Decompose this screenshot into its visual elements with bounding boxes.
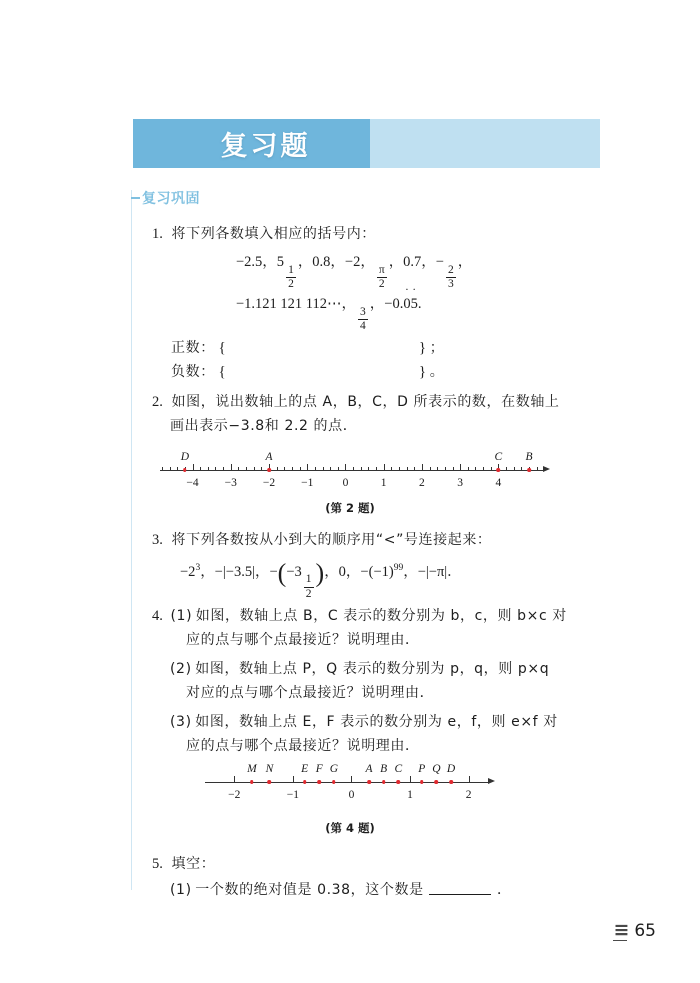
number-line-minor-tick: [254, 467, 255, 471]
figure-2-caption: (第 2 题): [325, 501, 375, 515]
problem-3-stem: [152, 528, 492, 552]
number-line-minor-tick: [483, 467, 484, 471]
number-line-point-label-Q: Q: [432, 763, 441, 775]
number-line-tick-label: 2: [419, 477, 425, 489]
number-line-point-label-A: A: [265, 451, 273, 463]
number-line-axis: [205, 782, 489, 783]
number-line-minor-tick: [170, 467, 171, 471]
problem-5-sub-1-text: 一个数的绝对值是 0.38，这个数是: [195, 882, 424, 898]
number-line-point-label-F: F: [315, 763, 323, 775]
problem-1-stem-text: 将下列各数填入相应的括号内：: [171, 226, 376, 242]
problem-4-part-2-line-1: [170, 657, 549, 681]
number-line-minor-tick: [544, 467, 545, 471]
number-line-minor-tick: [361, 467, 362, 471]
problem-4-part-3-text-1: 如图，数轴上点 E，F 表示的数分别为 e，f，则 e×f 对: [195, 714, 558, 730]
number-line-minor-tick: [277, 467, 278, 471]
number-line-minor-tick: [300, 467, 301, 471]
number-line-tick-label: 1: [380, 477, 387, 489]
number-line-tick-label: 0: [342, 477, 349, 489]
content-left-rule: [131, 190, 132, 890]
number-line-major-tick: [422, 464, 423, 471]
number-line-minor-tick: [445, 467, 446, 471]
number-line-minor-tick: [368, 467, 369, 471]
page-number: 65: [634, 921, 656, 941]
number-line-point-label-N: N: [265, 763, 274, 775]
number-line-point-M: [250, 780, 254, 784]
number-line-tick-label: −1: [301, 477, 314, 489]
problem-5-answer-blank[interactable]: [429, 894, 491, 895]
number-line-point-label-M: M: [247, 763, 257, 775]
number-line-tick-label: 0: [348, 789, 355, 801]
problem-2-text-line-2: 画出表示−3.8和 2.2 的点．: [170, 418, 358, 434]
problem-4-part-3-line-1: [170, 710, 558, 734]
number-line-minor-tick: [353, 467, 354, 471]
number-line-tick-label: −3: [224, 477, 237, 489]
number-line-minor-tick: [246, 467, 247, 471]
problem-4-part-2-text-1: 如图，数轴上点 P，Q 表示的数分别为 p，q，则 p×q: [195, 661, 550, 677]
problem-3-number: 3.: [152, 532, 163, 548]
number-line-major-tick: [351, 776, 352, 783]
brace-open: {: [218, 340, 226, 356]
number-line-point-label-C: C: [494, 451, 503, 463]
number-line-major-tick: [469, 776, 470, 783]
footer-mark-icon: ≡: [613, 919, 628, 941]
problem-1-values-line-1: −2.5，5 $\frac{1}{2}$ ，0.8，−2， $\frac{\pi}{2}$ ，0.7，− $\frac{2}{3}$ ，: [236, 254, 473, 291]
number-line-major-tick: [307, 464, 308, 471]
number-line-tick-label: −2: [262, 477, 276, 489]
problem-4-part-2-text-2: 对应的点与哪个点最接近？说明理由．: [186, 685, 435, 701]
banner-dark-block: [133, 119, 370, 168]
number-line-major-tick: [460, 464, 461, 471]
number-line-minor-tick: [215, 467, 216, 471]
number-line-point-G: [332, 780, 336, 784]
problem-4-part-1-text-2: 应的点与哪个点最接近？说明理由．: [186, 632, 420, 648]
chapter-review-banner: [133, 119, 600, 168]
page-title: 复习题: [220, 131, 311, 162]
problem-4-part-1-line-1: [152, 604, 567, 628]
figure-4-caption: (第 4 题): [325, 821, 375, 835]
number-line-point-B: [382, 780, 386, 784]
number-line-point-label-C: C: [394, 763, 403, 775]
section-heading-label: 复习巩固: [142, 191, 200, 207]
problem-5-sub-1-label: (1): [170, 882, 192, 898]
number-line-axis: [160, 470, 544, 471]
problem-4-part-2-label: (2): [170, 661, 192, 677]
number-line-major-tick: [410, 776, 411, 783]
number-line-minor-tick: [330, 467, 331, 471]
number-line-point-label-D: D: [180, 451, 189, 463]
problem-2-number: 2.: [152, 394, 163, 410]
dash-icon: [131, 197, 140, 199]
number-line-minor-tick: [238, 467, 239, 471]
number-line-tick-label: 4: [495, 477, 502, 489]
number-line-point-F: [317, 780, 321, 784]
number-line-point-label-D: D: [446, 763, 456, 775]
positive-punct: ；: [429, 340, 445, 356]
number-line-point-label-G: G: [329, 763, 339, 775]
number-line-minor-tick: [491, 467, 492, 471]
number-line-major-tick: [231, 464, 232, 471]
problem-2-text-line-1: 如图，说出数轴上的点 A，B，C，D 所表示的数，在数轴上: [171, 394, 560, 410]
number-line-point-B: [527, 468, 531, 472]
number-line-major-tick: [234, 776, 235, 783]
number-line-minor-tick: [200, 467, 201, 471]
number-line-minor-tick: [162, 467, 163, 471]
number-line-major-tick: [345, 464, 346, 471]
number-line-minor-tick: [537, 467, 538, 471]
number-line-point-A: [367, 780, 371, 784]
number-line-minor-tick: [514, 467, 515, 471]
number-line-arrow-icon: [488, 778, 495, 784]
number-line-minor-tick: [391, 467, 392, 471]
problem-4-part-3-text-2: 应的点与哪个点最接近？说明理由．: [186, 738, 420, 754]
figure-4-number-line: [205, 760, 495, 808]
number-line-tick-label: −1: [286, 789, 299, 801]
brace-close: }: [418, 364, 427, 380]
negative-punct: 。: [429, 364, 445, 380]
number-line-tick-label: 1: [407, 789, 413, 801]
number-line-point-label-A: A: [365, 763, 373, 775]
problem-4-part-3-label: (3): [170, 714, 192, 730]
number-line-minor-tick: [475, 467, 476, 471]
number-line-tick-label: 2: [465, 789, 472, 801]
problem-3-expression: $-2^3$，−|−3.5|，−(−3 $\frac{1}{2}$ )，0，$-(-1)^{99}$，−|−π|．: [180, 558, 462, 600]
problem-5-number: 5.: [152, 856, 163, 872]
number-line-point-label-B: B: [525, 451, 533, 463]
number-line-minor-tick: [223, 467, 224, 471]
problem-1-values-line-2: −1.121 121 112⋯， $\frac{3}{4}$ ，−0.0 ˙5 ˙.: [236, 292, 421, 333]
number-line-minor-tick: [407, 467, 408, 471]
number-line-point-Q: [435, 780, 439, 784]
number-line-point-E: [303, 780, 307, 784]
number-line-minor-tick: [284, 467, 285, 471]
number-line-minor-tick: [292, 467, 293, 471]
problem-1-stem: [152, 222, 376, 246]
problem-5-stem-text: 填空：: [171, 856, 216, 872]
number-line-minor-tick: [315, 467, 316, 471]
section-heading: [131, 188, 200, 208]
number-line-major-tick: [384, 464, 385, 471]
positive-label: 正数：: [171, 340, 215, 356]
number-line-minor-tick: [376, 467, 377, 471]
number-line-point-N: [268, 780, 272, 784]
number-line-tick-label: −4: [186, 477, 199, 489]
number-line-minor-tick: [414, 467, 415, 471]
problem-4-part-1-text-1: 如图，数轴上点 B，C 表示的数分别为 b，c，则 b×c 对: [195, 608, 567, 624]
number-line-major-tick: [193, 464, 194, 471]
problem-2-stem-line-1: [152, 390, 560, 414]
number-line-major-tick: [293, 776, 294, 783]
number-line-point-P: [420, 780, 424, 784]
brace-close: }: [418, 340, 427, 356]
number-line-minor-tick: [437, 467, 438, 471]
negative-label: 负数：: [171, 364, 215, 380]
number-line-minor-tick: [323, 467, 324, 471]
number-line-point-label-E: E: [301, 763, 309, 775]
number-line-tick-label: −2: [228, 789, 241, 801]
brace-open: {: [218, 364, 226, 380]
problem-4-number: 4.: [152, 608, 163, 624]
problem-4-part-1-label: (1): [170, 608, 193, 624]
figure-2-number-line: [160, 448, 550, 496]
number-line-minor-tick: [208, 467, 209, 471]
problem-5-stem: [152, 852, 215, 876]
number-line-point-D: [183, 468, 187, 472]
number-line-minor-tick: [399, 467, 400, 471]
number-line-point-D: [449, 780, 453, 784]
number-line-minor-tick: [521, 467, 522, 471]
number-line-point-label-P: P: [418, 763, 426, 775]
banner-light-block: [370, 119, 600, 168]
number-line-minor-tick: [453, 467, 454, 471]
number-line-minor-tick: [338, 467, 339, 471]
problem-1-answer-row-negative[interactable]: [171, 360, 444, 384]
page-footer: [613, 919, 656, 941]
problem-1-number: 1.: [152, 226, 163, 242]
problem-5-sub-1-punct: ．: [496, 882, 512, 898]
number-line-minor-tick: [430, 467, 431, 471]
number-line-minor-tick: [506, 467, 507, 471]
problem-5-sub-1: [170, 878, 512, 902]
number-line-point-label-B: B: [380, 763, 388, 775]
problem-1-answer-row-positive[interactable]: [171, 336, 444, 360]
number-line-point-A: [267, 468, 271, 472]
number-line-minor-tick: [261, 467, 262, 471]
number-line-minor-tick: [177, 467, 178, 471]
number-line-minor-tick: [468, 467, 469, 471]
number-line-tick-label: 3: [457, 477, 464, 489]
problem-3-stem-text: 将下列各数按从小到大的顺序用“<”号连接起来：: [171, 532, 492, 548]
number-line-point-C: [397, 780, 401, 784]
number-line-point-C: [497, 468, 501, 472]
